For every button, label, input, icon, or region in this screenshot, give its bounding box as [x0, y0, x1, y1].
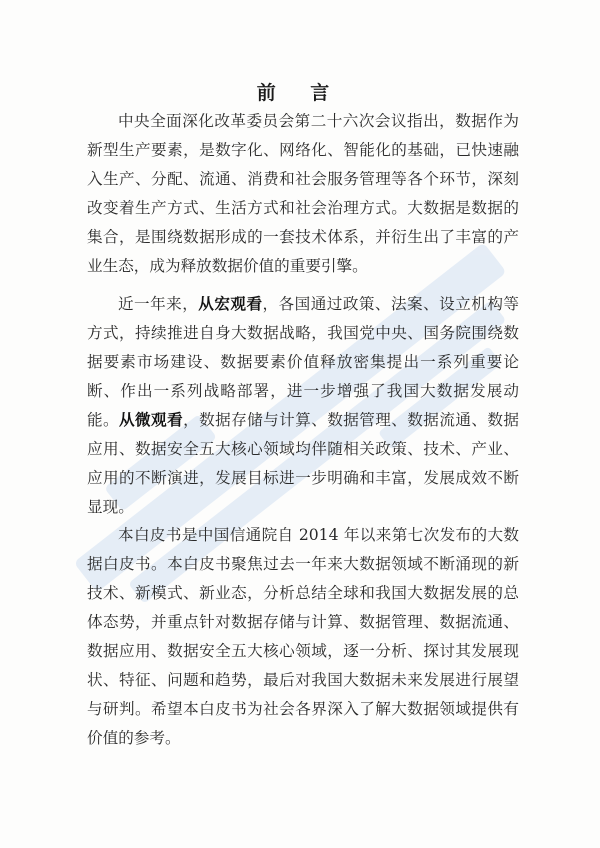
paragraph-2-text-c: ，数据存储与计算、数据管理、数据流通、数据应用、数据安全五大核心领域均伴随相关政策、技术、产业、应用的不断演进，发展目标进一步明确和丰富，发展成效不断显现。 — [87, 411, 519, 516]
paragraph-2-text-b: ，各国通过政策、法案、设立机构等方式，持续推进自身大数据战略，我国党中央、国务院围绕数据要素市场建设、数据要素价值释放密集提出一系列重要论断、作出一系列战略部署，进一步增强了我国大数据发展动能。 — [87, 295, 519, 429]
paragraph-1-text: 中央全面深化改革委员会第二十六次会议指出，数据作为新型生产要素，是数字化、网络化、智能化的基础，已快速融入生产、分配、流通、消费和社会服务管理等各个环节，深刻改变着生产方式、生活方式和社会治理方式。大数据是数据的集合，是围绕数据形成的一套技术体系，并衍生出了丰富的产业生态，成为释放数据价值的重要引擎。 — [87, 112, 519, 275]
emphasis-macro: 从宏观看 — [198, 295, 263, 313]
paragraph-3-text: 本白皮书是中国信通院自 2014 年以来第七次发布的大数据白皮书。本白皮书聚焦过去一年来大数据领域不断涌现的新技术、新模式、新业态，分析总结全球和我国大数据发展的总体态势，并重点针对数据存储与计算、数据管理、数据流通、数据应用、数据安全五大核心领域，逐一分析、探讨其发展现状、特征、问题和趋势，最后对我国大数据未来发展进行展望与研判。希望本白皮书为社会各界深入了解大数据领域提供有价值的参考。 — [87, 526, 519, 747]
emphasis-micro: 从微观看 — [119, 411, 184, 429]
paragraph-2 — [87, 290, 519, 522]
paragraph-1 — [87, 107, 519, 281]
paragraph-2-text-a: 近一年来， — [118, 295, 199, 313]
paragraph-3 — [87, 521, 519, 753]
page-title: 前 言 — [256, 82, 344, 104]
